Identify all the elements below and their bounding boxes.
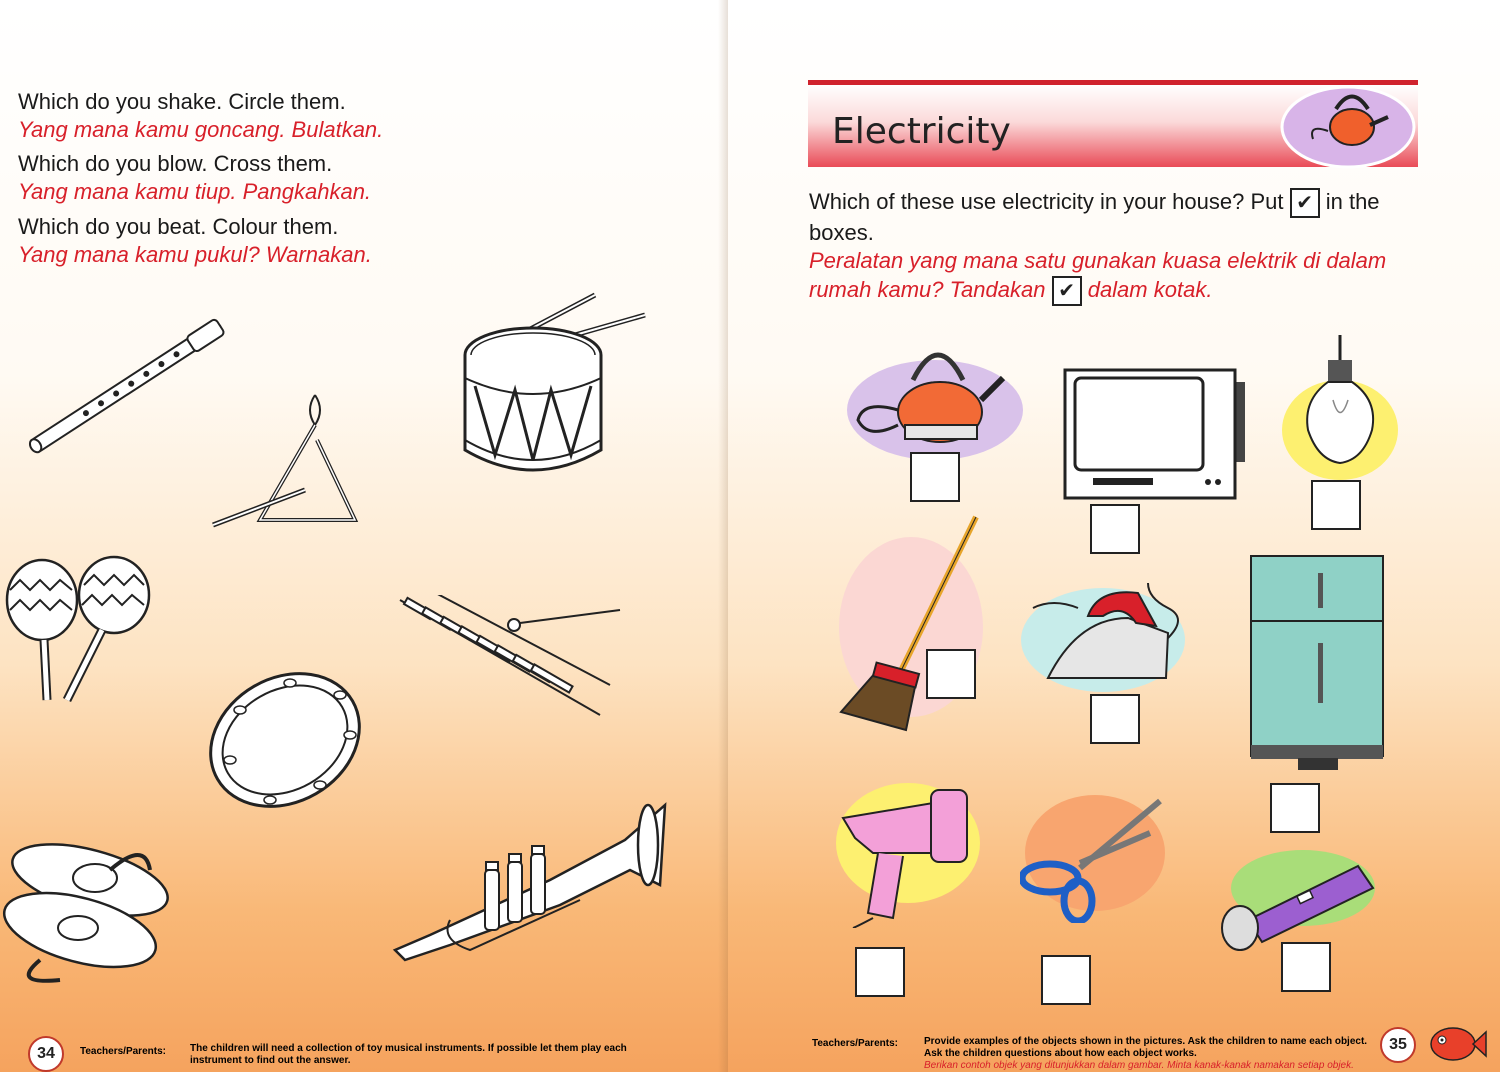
iron-illustration [1018, 578, 1188, 698]
teachers-parents-note-right-ms: Berikan contoh objek yang ditunjukkan dalam gambar. Minta kanak-kanak namakan setiap objek. [924, 1060, 1354, 1071]
teachers-parents-note: The children will need a collection of toy musical instruments. If possible let them play each instrument to find out the answer. [190, 1043, 627, 1066]
right-page [728, 0, 1500, 1072]
broom-illustration [836, 512, 986, 732]
scissors-checkbox[interactable] [1041, 955, 1091, 1005]
scissors-illustration [1020, 793, 1170, 923]
teachers-parents-label-right: Teachers/Parents: [812, 1038, 898, 1049]
teachers-parents-note-right [924, 1036, 1372, 1072]
light-bulb-illustration [1278, 330, 1408, 480]
hair-dryer-illustration [833, 778, 983, 928]
left-page [0, 0, 728, 1072]
page-number-right: 35 [1380, 1027, 1416, 1063]
kettle-checkbox[interactable] [910, 452, 960, 502]
refrigerator-illustration [1248, 553, 1388, 775]
instruction-shake-ms: Yang mana kamu goncang. Bulatkan. [18, 117, 384, 142]
fish-icon [1428, 1022, 1488, 1067]
page-number: 34 [28, 1036, 64, 1072]
tambourine-illustration[interactable] [200, 665, 370, 815]
tick-sample-box: ✔ [1290, 188, 1320, 218]
refrigerator-checkbox[interactable] [1270, 783, 1320, 833]
title-banner [808, 80, 1418, 167]
question-en [809, 187, 1429, 247]
maracas-illustration[interactable] [2, 550, 152, 710]
question-ms-part2: dalam kotak. [1087, 277, 1213, 302]
television-illustration [1063, 368, 1253, 503]
instruction-beat [18, 213, 372, 269]
trumpet-illustration[interactable] [390, 800, 670, 970]
television-checkbox[interactable] [1090, 504, 1140, 554]
question-ms [809, 246, 1429, 306]
kettle-icon [1278, 79, 1418, 176]
light-bulb-checkbox[interactable] [1311, 480, 1361, 530]
instruction-beat-en: Which do you beat. Colour them. [18, 214, 339, 239]
question-ms-part1: Peralatan yang mana satu gunakan kuasa elektrik di dalam rumah kamu? Tandakan [809, 248, 1387, 302]
hair-dryer-checkbox[interactable] [855, 947, 905, 997]
instruction-blow-en: Which do you blow. Cross them. [18, 151, 333, 176]
xylophone-illustration[interactable] [390, 595, 625, 735]
page-title: Electricity [832, 111, 1011, 152]
cymbals-illustration[interactable] [0, 830, 175, 990]
torch-checkbox[interactable] [1281, 942, 1331, 992]
instruction-blow [18, 150, 371, 206]
question-en-part2: in the boxes. [809, 189, 1380, 246]
instruction-beat-ms: Yang mana kamu pukul? Warnakan. [18, 242, 372, 267]
teachers-parents-note-right-en: Provide examples of the objects shown in the pictures. Ask the children to name each object. Ask the children questions about how each object works. [924, 1036, 1368, 1059]
question-en-part1: Which of these use electricity in your house? Put [809, 189, 1284, 214]
instruction-blow-ms: Yang mana kamu tiup. Pangkahkan. [18, 179, 372, 204]
tick-sample-box-ms: ✔ [1052, 276, 1082, 306]
iron-checkbox[interactable] [1090, 694, 1140, 744]
teachers-parents-label: Teachers/Parents: [80, 1046, 166, 1057]
broom-checkbox[interactable] [926, 649, 976, 699]
instruction-shake [18, 88, 383, 144]
drum-illustration[interactable] [455, 290, 655, 490]
instruction-shake-en: Which do you shake. Circle them. [18, 89, 346, 114]
triangle-illustration[interactable] [205, 390, 360, 530]
kettle-illustration [843, 330, 1028, 470]
